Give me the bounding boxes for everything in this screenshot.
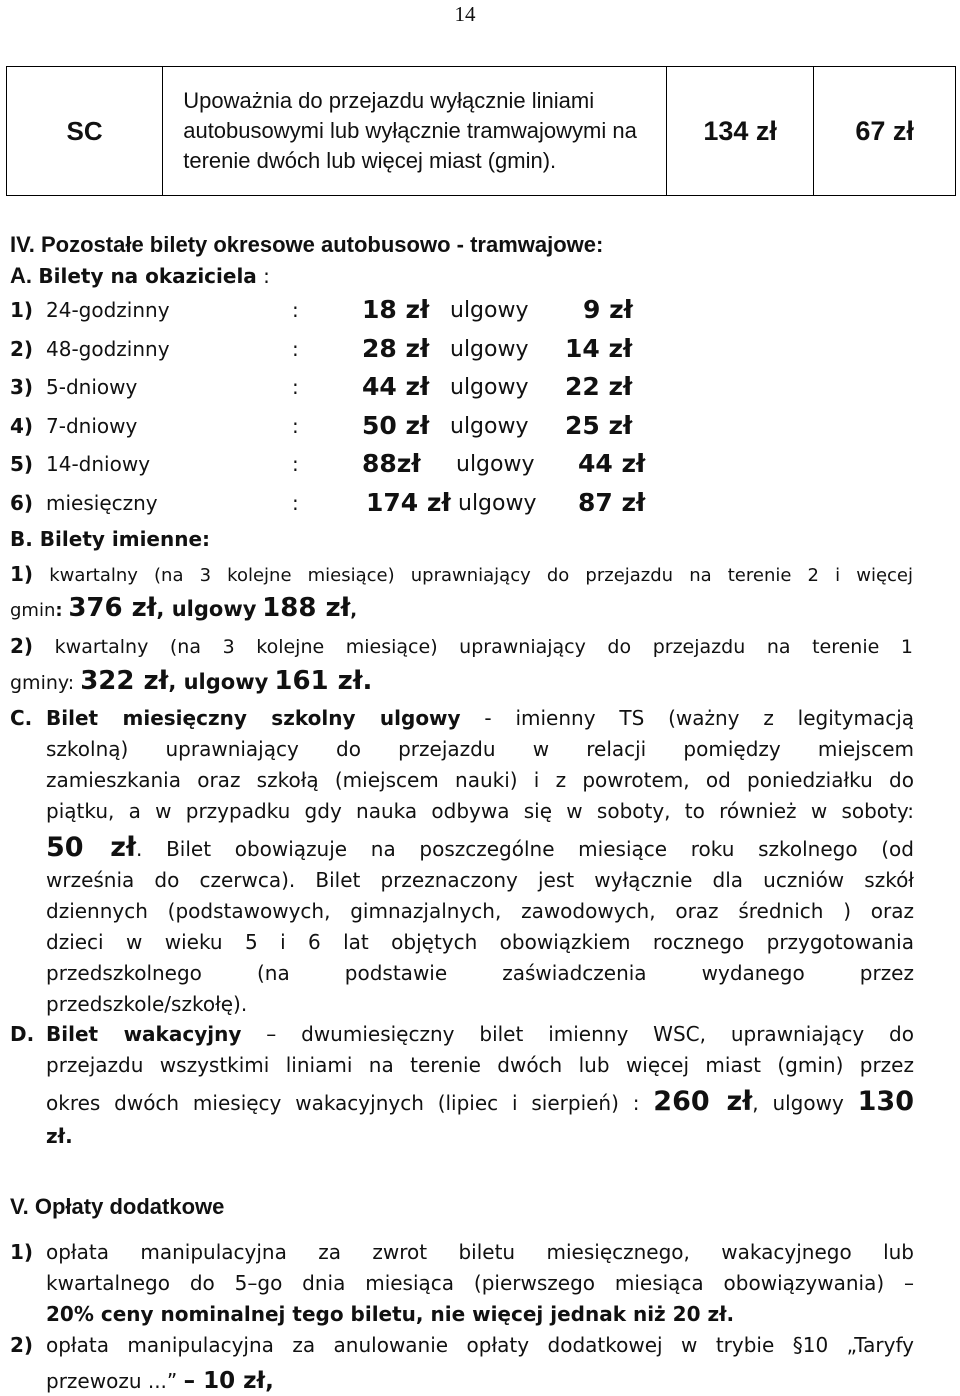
v2-line2-pre: przewozu ...”	[46, 1369, 178, 1393]
b1-text: kwartalny (na 3 kolejne miesiące) uprawniający do przejazdu na terenie 2 i więcej	[49, 565, 913, 586]
b1-line1	[10, 562, 913, 586]
d-ulgowy: , ulgowy	[752, 1091, 844, 1115]
ticket-ulgowy-label: ulgowy	[450, 413, 529, 439]
subsection-d-letter: D.	[10, 1022, 35, 1046]
subsection-c-letter: C.	[10, 706, 33, 730]
section-v-heading: V. Opłaty dodatkowe	[10, 1194, 225, 1219]
ticket-number: 4)	[10, 413, 34, 438]
b2-ulgowy: , ulgowy	[168, 670, 269, 694]
v2-price: – 10 zł,	[183, 1368, 274, 1394]
c-line6: września do czerwca). Bilet przeznaczony jest wyłącznie dla uczniów szkół	[46, 868, 914, 892]
ticket-price: 174 zł	[366, 487, 451, 517]
b1-number: 1)	[10, 562, 34, 586]
ticket-separator: :	[292, 452, 299, 476]
d-line3-pre: okres dwóch miesięcy wakacyjnych (lipiec i sierpień) :	[46, 1091, 640, 1115]
c-line3: zamieszkania oraz szkołą (miejscem nauki) i z powrotem, od poniedziałku do	[46, 768, 914, 792]
subsection-a-title: Bilety na okaziciela	[38, 264, 257, 288]
ticket-price-reduced: 14 zł	[565, 333, 633, 363]
b1-colon: :	[55, 600, 63, 621]
ticket-separator: :	[292, 413, 299, 438]
c-title: Bilet miesięczny szkolny ulgowy	[46, 706, 461, 730]
ticket-name: 7-dniowy	[46, 413, 138, 438]
c-line8: dzieci w wieku 5 i 6 lat objętych obowiązkiem rocznego przygotowania	[46, 930, 914, 954]
b2-price: 322 zł	[80, 666, 169, 696]
b2-number: 2)	[10, 634, 34, 658]
d-price: 260 zł	[653, 1086, 753, 1117]
c-line5	[46, 832, 914, 863]
d-line1-rest: – dwumiesięczny bilet imienny WSC, uprawniający do	[266, 1022, 914, 1046]
ticket-price: 50 zł	[362, 410, 430, 440]
ticket-ulgowy-label: ulgowy	[456, 452, 535, 477]
subsection-a-colon: :	[263, 264, 270, 288]
ticket-price: 88zł	[362, 449, 421, 478]
ticket-name: miesięczny	[46, 490, 158, 515]
d-price-reduced: 130	[857, 1086, 915, 1117]
ticket-separator: :	[292, 298, 299, 322]
ticket-ulgowy-label: ulgowy	[450, 336, 529, 362]
v2-number: 2)	[10, 1333, 34, 1357]
subsection-a-letter: A.	[10, 263, 32, 288]
ticket-ulgowy-label: ulgowy	[458, 490, 537, 516]
c-line9: przedszkolnego (na podstawie zaświadczenia wydanego przez	[46, 961, 914, 985]
c-line1-rest: - imienny TS (ważny z legitymacją	[484, 706, 915, 730]
b1-ulgowy: , ulgowy	[156, 597, 257, 621]
c-line7: dziennych (podstawowych, gimnazjalnych, zawodowych, oraz średnich ) oraz	[46, 899, 914, 923]
ticket-number: 2)	[10, 336, 34, 361]
sc-ticket-table	[6, 66, 956, 196]
section-iv-heading: IV. Pozostałe bilety okresowe autobusowo - tramwajowe:	[10, 232, 604, 257]
subsection-b-heading: B. Bilety imienne:	[10, 527, 211, 551]
b1-gmin: gmin	[10, 600, 56, 621]
ticket-ulgowy-label: ulgowy	[450, 375, 529, 400]
ticket-price-reduced: 44 zł	[578, 449, 646, 478]
ticket-name: 24-godzinny	[46, 298, 170, 322]
c-line10: przedszkole/szkołę).	[46, 992, 248, 1016]
b2-text: kwartalny (na 3 kolejne miesiące) uprawniający do przejazdu na terenie 1	[54, 636, 913, 658]
ticket-number: 5)	[10, 452, 34, 476]
b2-gminy: gminy:	[10, 672, 75, 694]
ticket-separator: :	[292, 336, 299, 361]
c-price: 50 zł	[46, 832, 137, 863]
b2-line2	[10, 666, 372, 696]
v1-number: 1)	[10, 1240, 34, 1264]
d-end: zł.	[46, 1124, 73, 1148]
c-line4: piątku, a w przypadku gdy nauka odbywa się w soboty, to również w soboty:	[46, 799, 914, 823]
ticket-separator: :	[292, 375, 299, 399]
ticket-name: 14-dniowy	[46, 452, 151, 476]
ticket-code: SC	[7, 67, 163, 196]
d-title: Bilet wakacyjny	[46, 1022, 242, 1046]
ticket-price-reduced: 9 zł	[583, 295, 633, 324]
ticket-ulgowy-label: ulgowy	[450, 298, 529, 323]
v1-line1: opłata manipulacyjna za zwrot biletu miesięcznego, wakacyjnego lub	[46, 1240, 914, 1264]
table-row	[7, 67, 956, 196]
c-line2: szkolną) uprawniający do przejazdu w relacji pomiędzy miejscem	[46, 737, 914, 761]
ticket-price-reduced: 25 zł	[565, 410, 633, 440]
d-line2: przejazdu wszystkimi liniami na terenie dwóch lub więcej miast (gmin) przez	[46, 1053, 914, 1077]
b2-price-reduced: 161 zł.	[274, 666, 373, 696]
ticket-price: 44 zł	[362, 372, 430, 401]
ticket-description: Upoważnia do przejazdu wyłącznie liniami autobusowymi lub wyłącznie tramwajowymi na terenie dwóch lub więcej miast (gmin).	[163, 67, 667, 196]
ticket-separator: :	[292, 490, 299, 515]
b1-price: 376 zł	[68, 593, 157, 623]
ticket-price: 28 zł	[362, 333, 430, 363]
page-number: 14	[454, 2, 476, 26]
ticket-name: 5-dniowy	[46, 375, 138, 399]
ticket-number: 3)	[10, 375, 34, 399]
ticket-number: 6)	[10, 490, 34, 515]
c-line5-rest: . Bilet obowiązuje na poszczególne miesiące roku szkolnego (od	[136, 837, 914, 861]
b1-end: ,	[350, 600, 358, 621]
ticket-number: 1)	[10, 298, 34, 322]
d-line3	[46, 1086, 914, 1117]
b1-line2	[10, 593, 357, 623]
d-line1	[46, 1022, 914, 1046]
ticket-name: 48-godzinny	[46, 336, 170, 361]
ticket-price-reduced: 22 zł	[565, 372, 633, 401]
ticket-price-reduced: 87 zł	[578, 487, 646, 517]
subsection-a-heading	[10, 263, 270, 289]
v1-line3: 20% ceny nominalnej tego biletu, nie więcej jednak niż 20 zł.	[46, 1302, 735, 1326]
v2-line1: opłata manipulacyjna za anulowanie opłaty dodatkowej w trybie §10 „Taryfy	[46, 1333, 914, 1357]
ticket-price-reduced: 67 zł	[814, 67, 956, 196]
c-line1	[46, 706, 914, 730]
b1-price-reduced: 188 zł	[262, 593, 351, 623]
ticket-price: 18 zł	[362, 295, 430, 324]
b2-line1	[10, 634, 913, 658]
v1-line2: kwartalnego do 5–go dnia miesiąca (pierwszego miesiąca obowiązywania) –	[46, 1271, 914, 1295]
ticket-price-normal: 134 zł	[667, 67, 814, 196]
v2-line2	[46, 1368, 274, 1394]
